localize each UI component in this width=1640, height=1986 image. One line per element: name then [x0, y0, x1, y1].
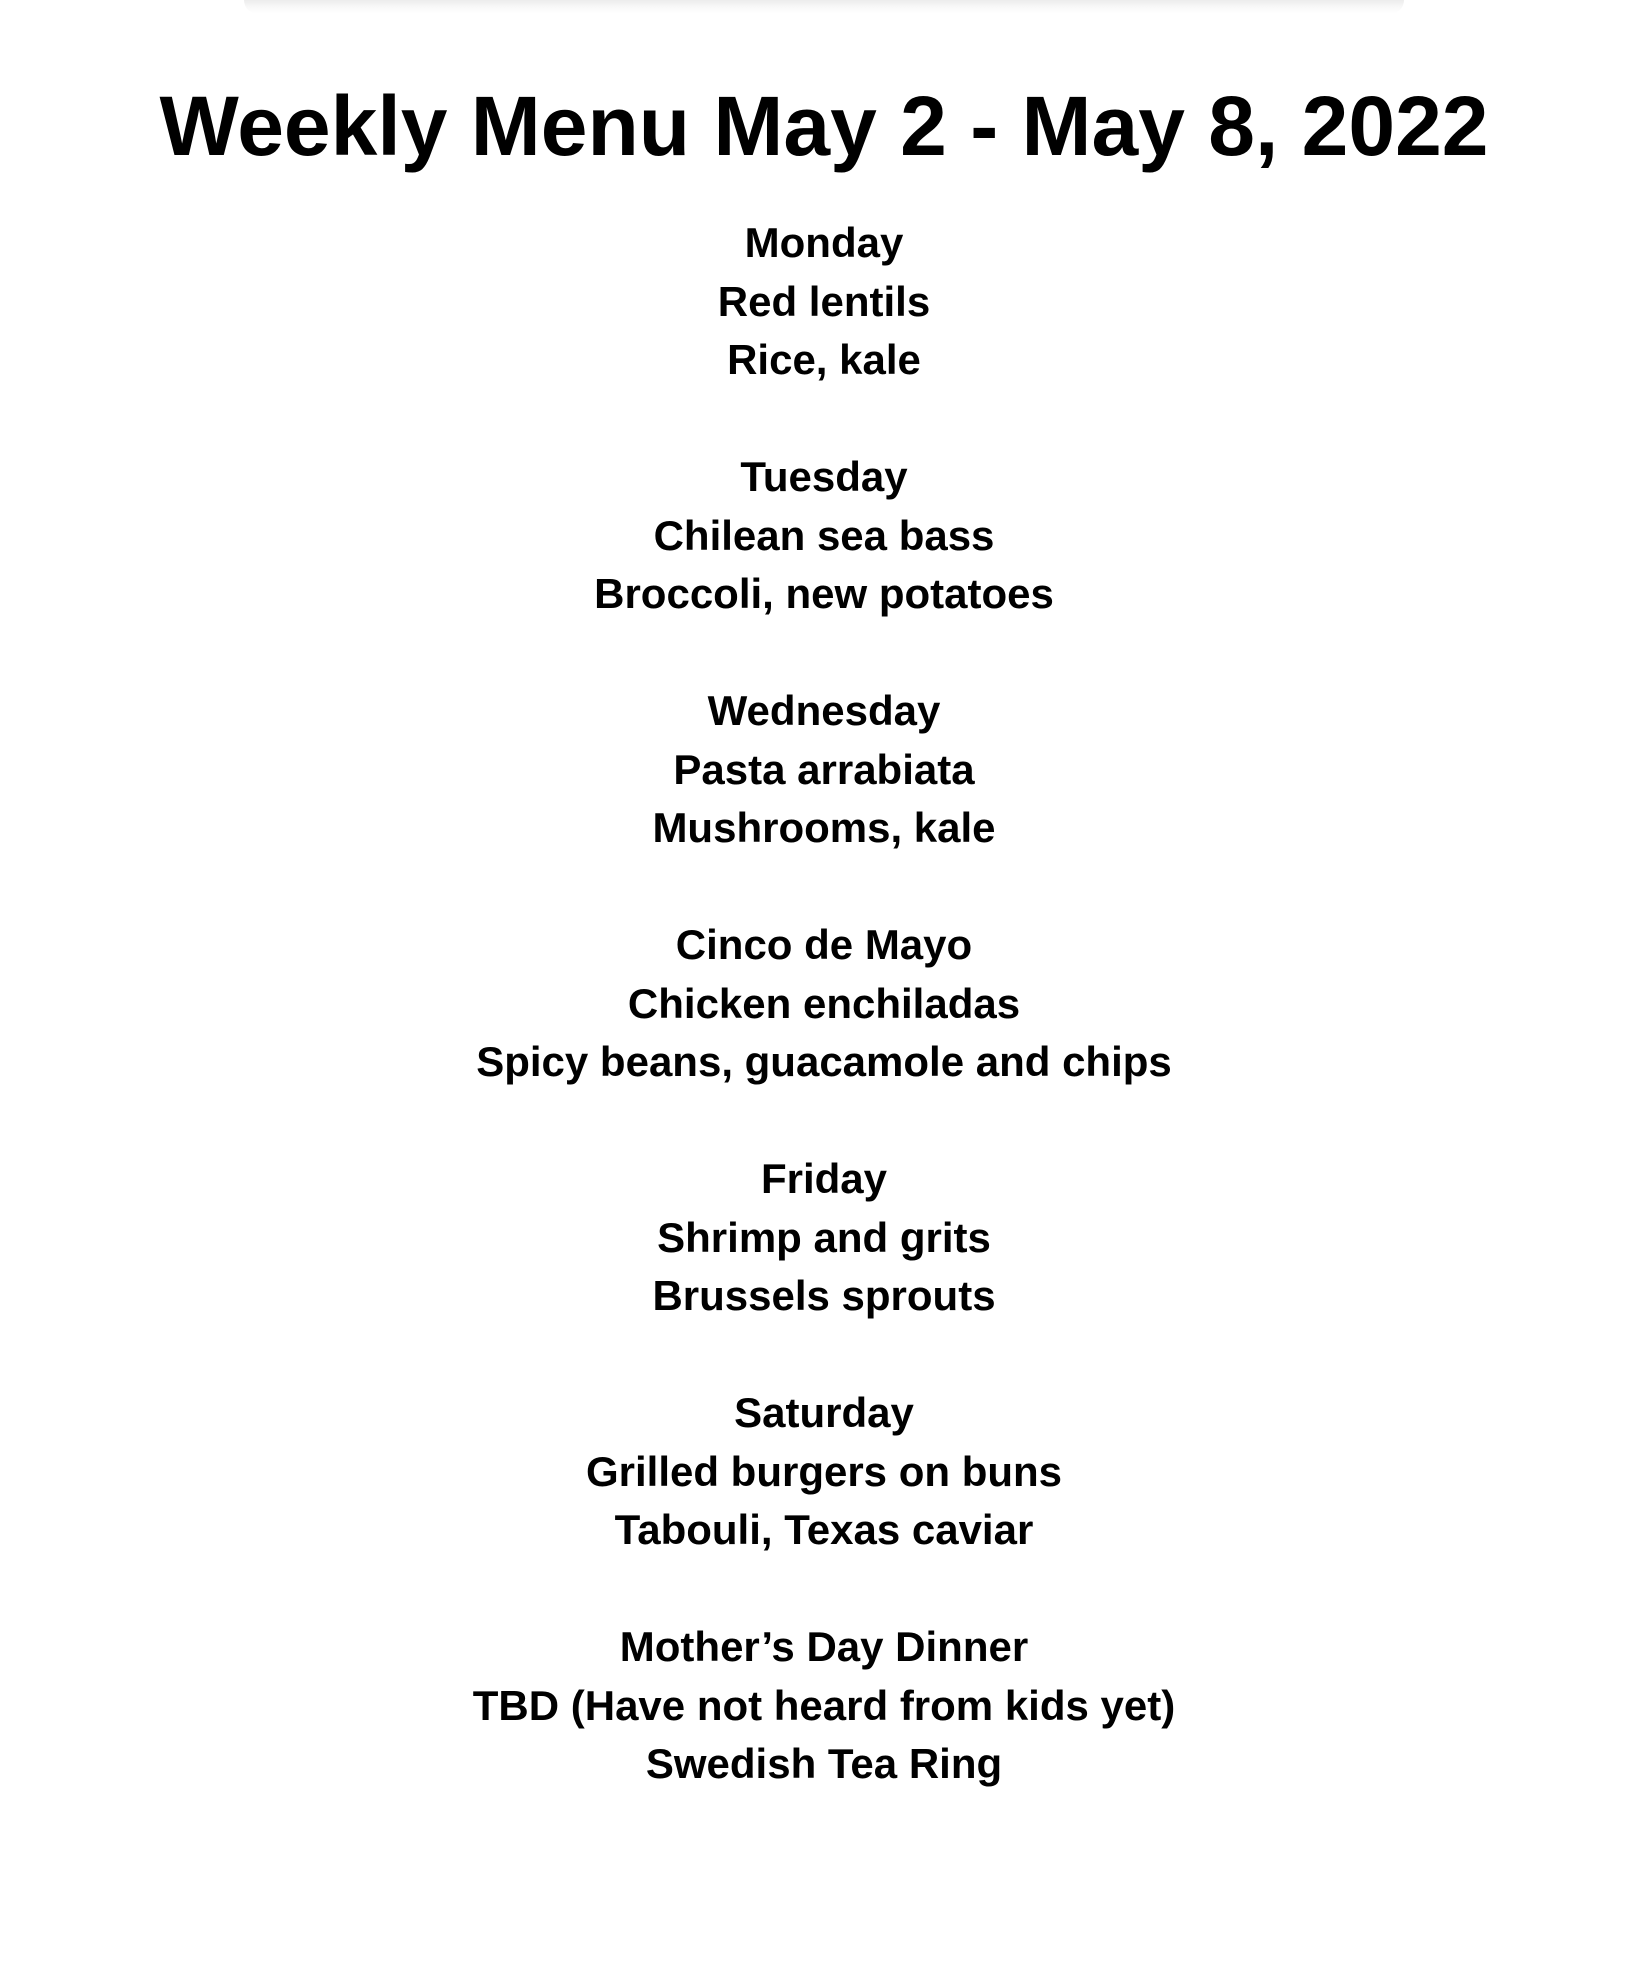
- section-header: Mother’s Day Dinner: [619, 1623, 1029, 1670]
- menu-section-saturday: [4, 1384, 1640, 1560]
- document-page: [4, 0, 1640, 1794]
- section-header: Cinco de Mayo: [675, 921, 973, 968]
- menu-item-line: Chicken enchiladas: [627, 979, 1021, 1027]
- menu-section-tuesday: [4, 448, 1640, 624]
- menu-item-line: Red lentils: [717, 277, 931, 325]
- menu-section-mothers-day: [4, 1618, 1640, 1794]
- menu-item-line: Brussels sprouts: [652, 1272, 996, 1319]
- section-header: Tuesday: [740, 453, 908, 500]
- menu-item-line: Tabouli, Texas caviar: [614, 1506, 1034, 1553]
- menu-section-friday: [4, 1150, 1640, 1326]
- menu-section-monday: [4, 214, 1640, 390]
- section-header: Monday: [744, 219, 904, 266]
- menu-item-line: Shrimp and grits: [657, 1213, 991, 1261]
- menu-item-line: Spicy beans, guacamole and chips: [476, 1038, 1172, 1085]
- section-header: Friday: [760, 1155, 888, 1202]
- menu-section-wednesday: [4, 682, 1640, 858]
- menu-item-line: Mushrooms, kale: [652, 804, 996, 851]
- section-header: Wednesday: [707, 687, 941, 734]
- menu-item-line: TBD (Have not heard from kids yet): [472, 1681, 1176, 1729]
- menu-item-line: Chilean sea bass: [653, 511, 995, 559]
- menu-section-cinco-de-mayo: [4, 916, 1640, 1092]
- menu-item-line: Grilled burgers on buns: [585, 1447, 1063, 1495]
- section-header: Saturday: [734, 1389, 914, 1436]
- menu-item-line: Pasta arrabiata: [673, 745, 975, 793]
- menu-item-line: Broccoli, new potatoes: [594, 570, 1054, 617]
- menu-item-line: Rice, kale: [727, 336, 921, 383]
- menu-title: Weekly Menu May 2 - May 8, 2022: [159, 79, 1489, 173]
- menu-item-line: Swedish Tea Ring: [645, 1740, 1003, 1787]
